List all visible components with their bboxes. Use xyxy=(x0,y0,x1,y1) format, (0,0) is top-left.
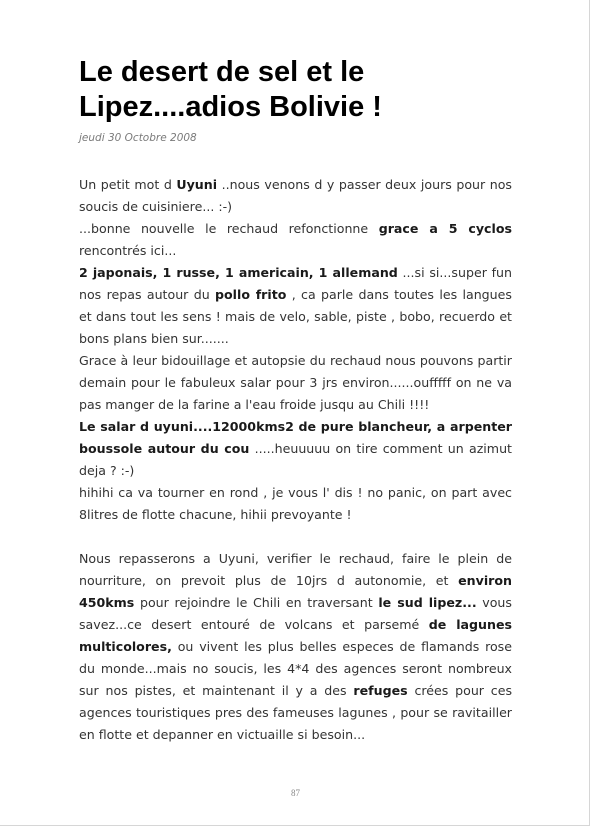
article-title xyxy=(79,55,549,125)
paragraph-uyuni: Un petit mot d Uyuni ..nous venons d y passer deux jours pour nos soucis de cuisiniere... :-) xyxy=(79,177,512,214)
paragraph-depart: Grace à leur bidouillage et autopsie du rechaud nous pouvons partir demain pour le fabuleux salar pour 3 jrs environ......oufffff on ne va pas manger de la farine a l'eau froide jusqu au Chili !!!! xyxy=(79,353,512,412)
paragraph-rechaud: ...bonne nouvelle le rechaud refonctionne grace a 5 cyclos rencontrés ici... xyxy=(79,221,512,258)
title-line-1: Le desert de sel et le xyxy=(79,56,365,88)
paragraph-sud-lipez: Nous repasserons a Uyuni, verifier le rechaud, faire le plein de nourriture, on prevoit plus de 10jrs d autonomie, et environ 450kms pour rejoindre le Chili en traversant le sud lipez... vous savez...ce desert entouré de volcans et parsemé de lagunes multicolores, ou vivent les plus belles especes de flamands rose du monde...mais no soucis, les 4*4 des agences seront nombreux sur nos pistes, et maintenant il y a des refuges crées pour ces agences touristiques pres des fameuses lagunes , pour se ravitailler en flotte et depanner en victuaille si besoin... xyxy=(79,551,513,742)
page-number: 87 xyxy=(291,788,300,798)
paragraph-cyclists: 2 japonais, 1 russe, 1 americain, 1 allemand ...si si...super fun nos repas autour du pollo frito , ca parle dans toutes les langues et dans tout les sens ! mais de velo, sable, piste , bobo, recuerdo et bons plans bien sur....... xyxy=(79,265,512,346)
title-line-2: Lipez....adios Bolivie ! xyxy=(79,91,382,123)
paragraph-salar: Le salar d uyuni....12000kms2 de pure blancheur, a arpenter boussole autour du cou .....heuuuuu on tire comment un azimut deja ? :-) xyxy=(79,419,512,478)
post-date: jeudi 30 Octobre 2008 xyxy=(79,132,197,144)
paragraph-flotte: hihihi ca va tourner en rond , je vous l' dis ! no panic, on part avec 8litres de flotte chacune, hihii prevoyante ! xyxy=(79,485,512,522)
article-body xyxy=(79,174,512,746)
